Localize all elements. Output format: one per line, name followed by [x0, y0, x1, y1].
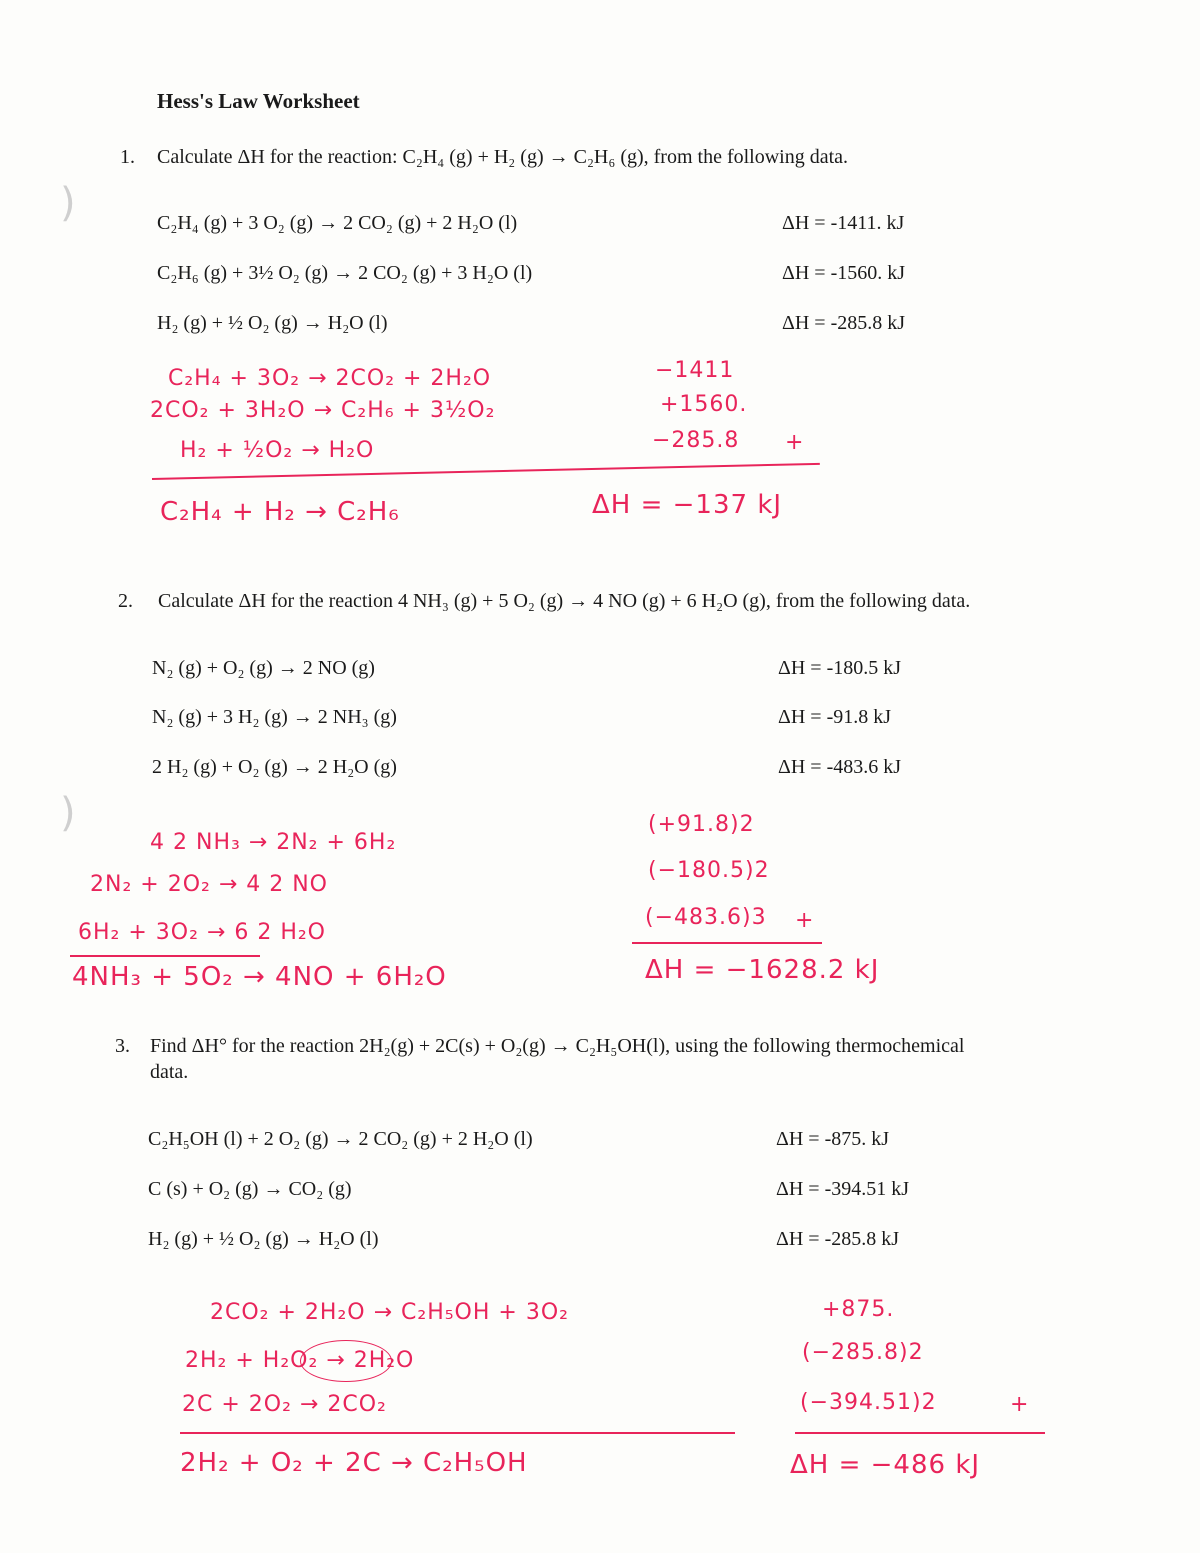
q3-work-result-dh: ΔH = −486 kJ	[790, 1450, 981, 1480]
q3-work-plus: +	[1010, 1392, 1030, 1417]
q1-work-line1: C₂H₄ + 3O₂ → 2CO₂ + 2H₂O	[168, 366, 492, 391]
q3-work-line2: 2H₂ + H₂O₂ → 2H₂O	[185, 1348, 415, 1373]
q3-work-value1: +875.	[822, 1297, 895, 1322]
scan-mark-middle: )	[60, 790, 76, 836]
q3-dh1: ΔH = -875. kJ	[776, 1128, 890, 1150]
q3-work-value2: (−285.8)2	[802, 1340, 924, 1365]
page-title: Hess's Law Worksheet	[157, 89, 360, 113]
q3-work-sum-line	[180, 1432, 735, 1434]
q3-prompt-line1: Find ΔH° for the reaction 2H₂(g) + 2C(s) + O₂(g) → C₂H₅OH(l), using the following thermochemical	[150, 1035, 965, 1057]
q2-work-line3: 6H₂ + 3O₂ → 6 2 H₂O	[78, 920, 326, 945]
q2-work-plus: +	[795, 908, 815, 933]
q1-dh2: ΔH = -1560. kJ	[782, 262, 906, 284]
q1-work-result-dh: ΔH = −137 kJ	[592, 490, 783, 520]
q2-work-value2: (−180.5)2	[648, 858, 770, 883]
q3-work-value3: (−394.51)2	[800, 1390, 937, 1415]
q1-eq1: C₂H₄ (g) + 3 O₂ (g) → 2 CO₂ (g) + 2 H₂O (l)	[157, 212, 518, 234]
q3-work-dh-sum-line	[795, 1432, 1045, 1434]
q1-eq2: C₂H₆ (g) + 3½ O₂ (g) → 2 CO₂ (g) + 3 H₂O (l)	[157, 262, 533, 284]
q3-eq3: H₂ (g) + ½ O₂ (g) → H₂O (l)	[148, 1228, 379, 1250]
q3-prompt-line2: data.	[150, 1061, 189, 1083]
q3-work-line3: 2C + 2O₂ → 2CO₂	[182, 1392, 387, 1417]
q2-eq1: N₂ (g) + O₂ (g) → 2 NO (g)	[152, 657, 375, 679]
q2-number: 2.	[118, 590, 133, 612]
q2-work-result-reaction: 4NH₃ + 5O₂ → 4NO + 6H₂O	[72, 962, 447, 992]
q2-dh3: ΔH = -483.6 kJ	[778, 756, 902, 778]
q2-dh2: ΔH = -91.8 kJ	[778, 706, 892, 728]
q1-work-plus: +	[785, 430, 805, 455]
q3-work-result-reaction: 2H₂ + O₂ + 2C → C₂H₅OH	[180, 1448, 528, 1478]
q2-work-divider	[70, 955, 260, 957]
q3-dh2: ΔH = -394.51 kJ	[776, 1178, 910, 1200]
q3-dh3: ΔH = -285.8 kJ	[776, 1228, 900, 1250]
q1-work-value3: −285.8	[652, 428, 740, 453]
q2-prompt: Calculate ΔH for the reaction 4 NH₃ (g) + 5 O₂ (g) → 4 NO (g) + 6 H₂O (g), from the following data.	[158, 590, 971, 612]
q1-dh1: ΔH = -1411. kJ	[782, 212, 905, 234]
q1-work-value1: −1411	[655, 358, 735, 383]
q3-work-circle	[300, 1340, 392, 1382]
q2-eq2: N₂ (g) + 3 H₂ (g) → 2 NH₃ (g)	[152, 706, 397, 728]
q2-work-value3: (−483.6)3	[645, 905, 767, 930]
q1-work-sum-line	[152, 463, 820, 480]
q1-work-line2: 2CO₂ + 3H₂O → C₂H₆ + 3½O₂	[150, 398, 496, 423]
scan-mark-top: )	[60, 180, 76, 226]
q1-eq3: H₂ (g) + ½ O₂ (g) → H₂O (l)	[157, 312, 388, 334]
q3-work-line1: 2CO₂ + 2H₂O → C₂H₅OH + 3O₂	[210, 1300, 569, 1325]
q3-eq2: C (s) + O₂ (g) → CO₂ (g)	[148, 1178, 352, 1200]
q1-work-line3: H₂ + ½O₂ → H₂O	[180, 438, 375, 463]
q1-number: 1.	[120, 146, 135, 168]
q2-dh1: ΔH = -180.5 kJ	[778, 657, 902, 679]
q2-work-line1: 4 2 NH₃ → 2N₂ + 6H₂	[150, 830, 397, 855]
q3-eq1: C₂H₅OH (l) + 2 O₂ (g) → 2 CO₂ (g) + 2 H₂O (l)	[148, 1128, 533, 1150]
q1-dh3: ΔH = -285.8 kJ	[782, 312, 906, 334]
q1-prompt: Calculate ΔH for the reaction: C₂H₄ (g) + H₂ (g) → C₂H₆ (g), from the following data.	[157, 146, 849, 168]
q3-number: 3.	[115, 1035, 130, 1057]
q2-work-sum-line	[632, 942, 822, 944]
q2-work-value1: (+91.8)2	[648, 812, 755, 837]
q2-eq3: 2 H₂ (g) + O₂ (g) → 2 H₂O (g)	[152, 756, 397, 778]
q2-work-line2: 2N₂ + 2O₂ → 4 2 NO	[90, 872, 328, 897]
q1-work-value2: +1560.	[660, 392, 748, 417]
q1-work-result-reaction: C₂H₄ + H₂ → C₂H₆	[160, 497, 400, 527]
q2-work-result-dh: ΔH = −1628.2 kJ	[645, 955, 880, 985]
